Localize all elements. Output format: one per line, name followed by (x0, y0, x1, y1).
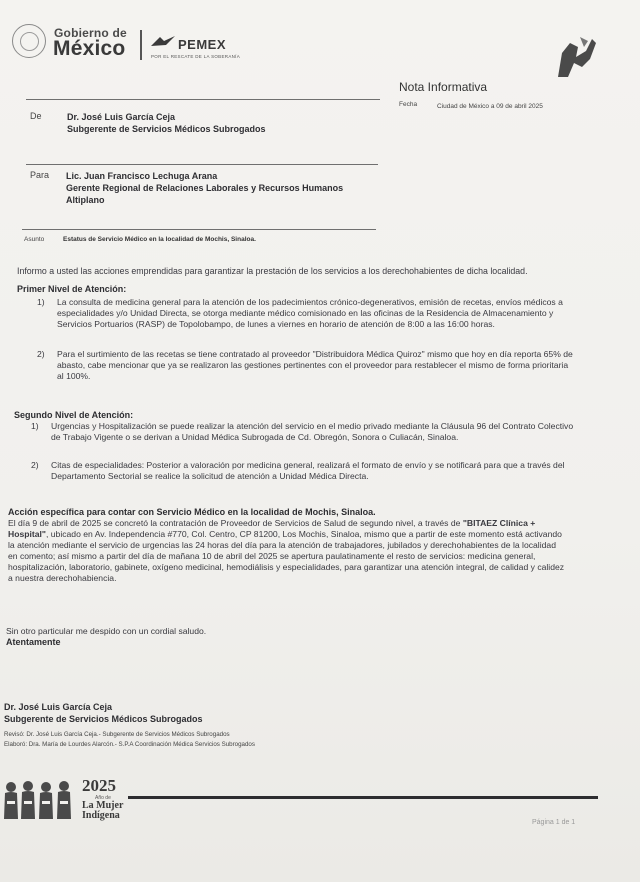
divider-line (22, 229, 376, 230)
fecha-label: Fecha (399, 101, 418, 108)
closing-line: Sin otro particular me despido con un cordial saludo. (6, 626, 207, 636)
para-name: Lic. Juan Francisco Lechuga Arana (66, 171, 218, 181)
pemex-eagle-icon (150, 34, 176, 48)
list-item: Urgencias y Hospitalización se puede realizar la atención del servicio en el medio privado mediante la Cláusula 96 del Contrato Colectivo de Trabajo Vigente o se derivan a Unidad Médica Subrogada de Cd. Obregón, Sonora o Culiacán, Sinaloa. (51, 421, 574, 442)
para-label: Para (30, 170, 50, 180)
signature-name: Dr. José Luis García Ceja (4, 702, 113, 712)
indigenous-women-emblem-icon (2, 775, 76, 821)
page-number: Página 1 de 1 (532, 819, 576, 826)
list-number: 2) (31, 460, 39, 470)
para-region: Altiplano (66, 195, 105, 205)
divider-line (26, 164, 378, 165)
atentamente: Atentamente (6, 637, 61, 647)
year-label: 2025 (82, 776, 116, 795)
segundo-nivel-heading: Segundo Nivel de Atención: (14, 410, 134, 420)
accion-paragraph: El día 9 de abril de 2025 se concretó la contratación de Proveedor de Servicios de Salud de segundo nivel, a través de "BITAEZ Clínica + Hospital", ubicado en Av. Independencia #770, Col. Centro, CP 81200, Los Mochis, Sinaloa, mismo que a partir de este momento está activando la atención mediante el servicio de urgencias las 24 horas del día para la atención de trabajadores, jubilados y derechohabientes de la localidad en comento; así mismo a partir del día de mañana 10 de abril del 2025 se apertura paulatinamente el resto de servicios: medicina general, hospitalización, laboratorio, gabinete, oxígeno medicinal, hemodiálisis y especialidades, para garantizar una atención integral, de calidad y calidez a nuestra derechohabiencia. (8, 518, 565, 583)
de-name: Dr. José Luis García Ceja (67, 112, 176, 122)
asunto-label: Asunto (24, 236, 45, 243)
reviso-line: Revisó: Dr. José Luis García Ceja.- Subgerente de Servicios Médicos Subrogados (4, 731, 230, 738)
intro-paragraph: Informo a usted las acciones emprendidas para garantizar la prestación de los servicios a los derechohabientes de dicha localidad. (17, 266, 528, 276)
divider-line (26, 99, 380, 100)
corner-emblem-icon (552, 33, 600, 81)
list-number: 1) (31, 421, 39, 431)
pemex-logo-text: PEMEX (178, 37, 227, 52)
fecha-value: Ciudad de México a 09 de abril 2025 (437, 103, 543, 110)
document-type: Nota Informativa (399, 80, 488, 94)
national-seal-icon (12, 24, 46, 58)
signature-title: Subgerente de Servicios Médicos Subrogados (4, 714, 203, 724)
list-number: 1) (37, 297, 45, 307)
list-item: Para el surtimiento de las recetas se tiene contratado al proveedor "Distribuidora Médica Quiroz" mismo que hoy en día reporta 65% de abasto, cabe mencionar que ya se realizaron las gestiones pertinentes con el proveedor para restablecer el mismo de forma prioritaria al 100%. (57, 349, 573, 381)
anio-label: Año de (95, 795, 111, 801)
gobierno-label: Gobierno de (54, 26, 127, 40)
asunto-value: Estatus de Servicio Médico en la localidad de Mochis, Sinaloa. (63, 236, 256, 243)
logo-divider (140, 30, 142, 60)
primer-nivel-heading: Primer Nivel de Atención: (17, 284, 127, 294)
mexico-logo-text: México (53, 37, 126, 60)
pemex-tagline: POR EL RESCATE DE LA SOBERANÍA (151, 54, 241, 59)
list-number: 2) (37, 349, 45, 359)
de-label: De (30, 111, 42, 121)
elaboro-line: Elaboró: Dra. María de Lourdes Alarcón.- S.P.A Coordinación Médica Servicios Subrogados (4, 741, 255, 748)
accion-heading: Acción específica para contar con Servicio Médico en la localidad de Mochis, Sinaloa. (8, 507, 376, 517)
footer-rule (128, 796, 598, 799)
list-item: Citas de especialidades: Posterior a valoración por medicina general, realizará el formato de envío y se notificará para que a través del Departamento Sectorial se realice la solicitud de atención a Unidad Médica Directa. (51, 460, 565, 481)
de-title: Subgerente de Servicios Médicos Subrogados (67, 124, 266, 134)
mujer-indigena-label: La Mujer Indígena (82, 800, 124, 821)
list-item: La consulta de medicina general para la atención de los padecimientos crónico-degenerativos, emisión de recetas, envíos médicos a especialidades y/o Unidad Directa, se otorga mediante médico comisionado en las oficinas de la Residencia de Almacenamiento y Servicios Portuarios (RASP) de Topolobampo, de lunes a viernes en horario de atención de 8:00 a las 16:00 horas. (57, 297, 563, 329)
para-title: Gerente Regional de Relaciones Laborales y Recursos Humanos (66, 183, 344, 193)
